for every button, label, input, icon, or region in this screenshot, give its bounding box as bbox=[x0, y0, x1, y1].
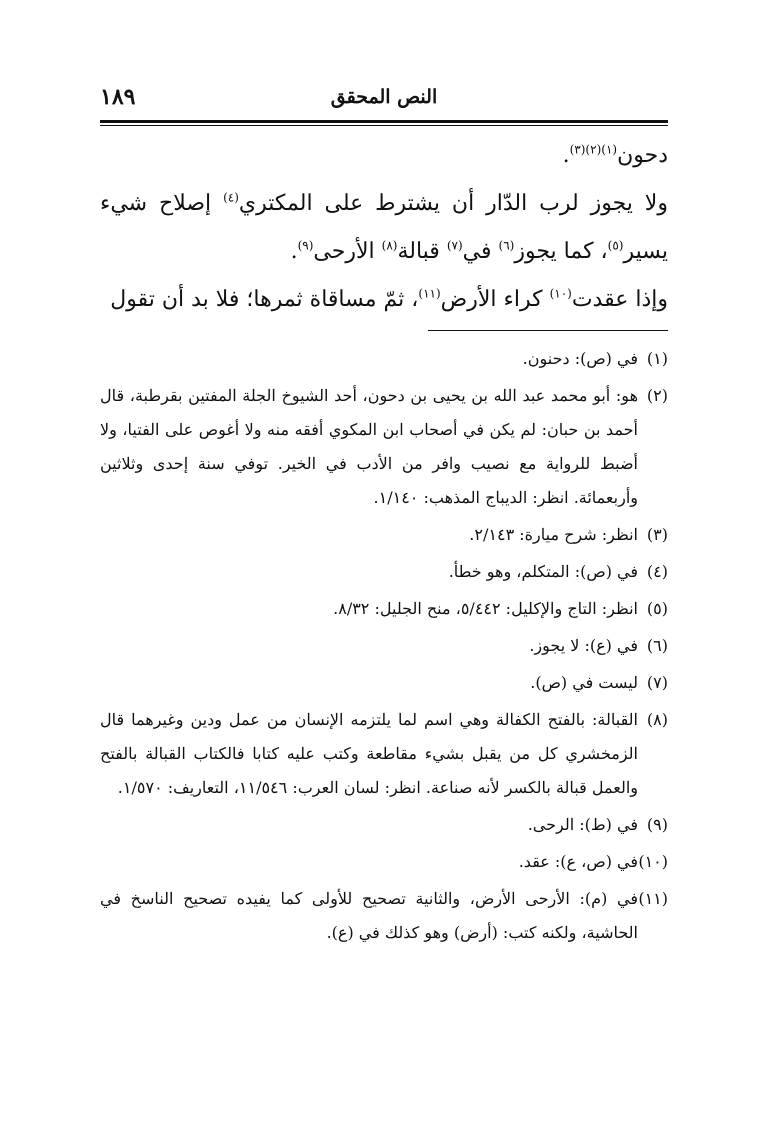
footnote-ref: (٧) bbox=[446, 238, 463, 253]
footnote-text: في (ص، ع): عقد. bbox=[518, 852, 638, 871]
footnotes bbox=[100, 342, 668, 953]
footnote-ref: (٤) bbox=[223, 190, 239, 205]
footnote-ref: (١٠) bbox=[549, 286, 572, 301]
footnote-ref: (١)(٢)(٣) bbox=[569, 142, 618, 157]
footnote-number: (٣) bbox=[646, 525, 668, 544]
footnote-number: (٥) bbox=[646, 599, 668, 618]
footnote-11 bbox=[100, 882, 668, 950]
footnote-ref: (٨) bbox=[381, 238, 398, 253]
paragraph-2: ولا يجوز لرب الدّار أن يشترط على المكتري$^{(٤)}$ إصلاح شيء يسير$^{(٥)}$، كما يجوز$^{(٦)}$ في$^{(٧)}$ قبالة$^{(٨)}$ الأرحى$^{(٩)}$. bbox=[100, 190, 668, 264]
header-rule-thick bbox=[100, 120, 668, 123]
footnote-separator bbox=[428, 330, 668, 331]
footnote-2 bbox=[100, 379, 668, 515]
footnote-10 bbox=[100, 845, 668, 879]
footnote-text: ليست في (ص). bbox=[530, 673, 638, 692]
running-title: النص المحقق bbox=[330, 86, 438, 108]
footnote-text: في (ط): الرحى. bbox=[527, 815, 638, 834]
page-header bbox=[100, 82, 668, 118]
footnote-3 bbox=[100, 518, 668, 552]
footnote-number: (٢) bbox=[646, 386, 668, 405]
footnote-ref: (٥) bbox=[607, 238, 624, 253]
footnote-number: (٤) bbox=[646, 562, 668, 581]
footnote-text: في (ص): المتكلم، وهو خطأ. bbox=[448, 562, 638, 581]
footnote-9 bbox=[100, 808, 668, 842]
footnote-text: القبالة: بالفتح الكفالة وهي اسم لما يلتزمه الإنسان من عمل ودين وغيرهما قال الزمخشري كل من يقبل بشيء مقاطعة وكتب عليه كتابا فالكتاب القبالة بالفتح والعمل قبالة بالكسر لأنه صناعة. انظر: لسان العرب: ١١/٥٤٦، التعاريف: ١/٥٧٠. bbox=[100, 710, 638, 797]
footnote-text: هو: أبو محمد عبد الله بن يحيى بن دحون، أحد الشيوخ الجلة المفتين بقرطبة، قال أحمد بن حبان: لم يكن في أصحاب ابن المكوي أفقه منه ولا أغوص على الفتيا، ولا أضبط للرواية مع نصيب وافر من الأدب في الخير. توفي سنة إحدى وثلاثين وأربعمائة. انظر: الديباج المذهب: ١/١٤٠. bbox=[100, 386, 638, 507]
footnote-6 bbox=[100, 629, 668, 663]
footnote-8 bbox=[100, 703, 668, 805]
footnote-number: (١١) bbox=[638, 889, 668, 908]
footnote-number: (٧) bbox=[646, 673, 668, 692]
footnote-7 bbox=[100, 666, 668, 700]
footnote-ref: (٦) bbox=[498, 238, 515, 253]
footnote-5 bbox=[100, 592, 668, 626]
footnote-ref: (١١) bbox=[418, 286, 441, 301]
footnote-number: (٩) bbox=[646, 815, 668, 834]
footnote-number: (٨) bbox=[646, 710, 668, 729]
footnote-text: انظر: شرح ميارة: ٢/١٤٣. bbox=[469, 525, 638, 544]
footnote-text: في (ص): دحنون. bbox=[522, 349, 638, 368]
paragraph-1: دحون$^{(١)(٢)(٣)}$. bbox=[562, 142, 668, 168]
footnote-4 bbox=[100, 555, 668, 589]
footnote-1 bbox=[100, 342, 668, 376]
footnote-number: (١) bbox=[646, 349, 668, 368]
footnote-ref: (٩) bbox=[297, 238, 314, 253]
paragraph-3: وإذا عقدت$^{(١٠)}$ كراء الأرض$^{(١١)}$، ثمّ مساقاة ثمرها؛ فلا بد أن تقول bbox=[110, 286, 668, 312]
footnote-text: في (ع): لا يجوز. bbox=[529, 636, 638, 655]
page-number: ١٨٩ bbox=[100, 84, 136, 110]
footnote-number: (٦) bbox=[646, 636, 668, 655]
footnote-text: انظر: التاج والإكليل: ٥/٤٤٢، منح الجليل: ٨/٣٢. bbox=[333, 599, 638, 618]
footnote-text: في (م): الأرحى الأرض، والثانية تصحيح للأولى كما يفيده تصحيح الناسخ في الحاشية، ولكنه كتب: (أرض) وهو كذلك في (ع). bbox=[100, 889, 638, 942]
header-rule-thin bbox=[100, 125, 668, 126]
main-text bbox=[100, 132, 668, 324]
footnote-number: (١٠) bbox=[638, 852, 668, 871]
